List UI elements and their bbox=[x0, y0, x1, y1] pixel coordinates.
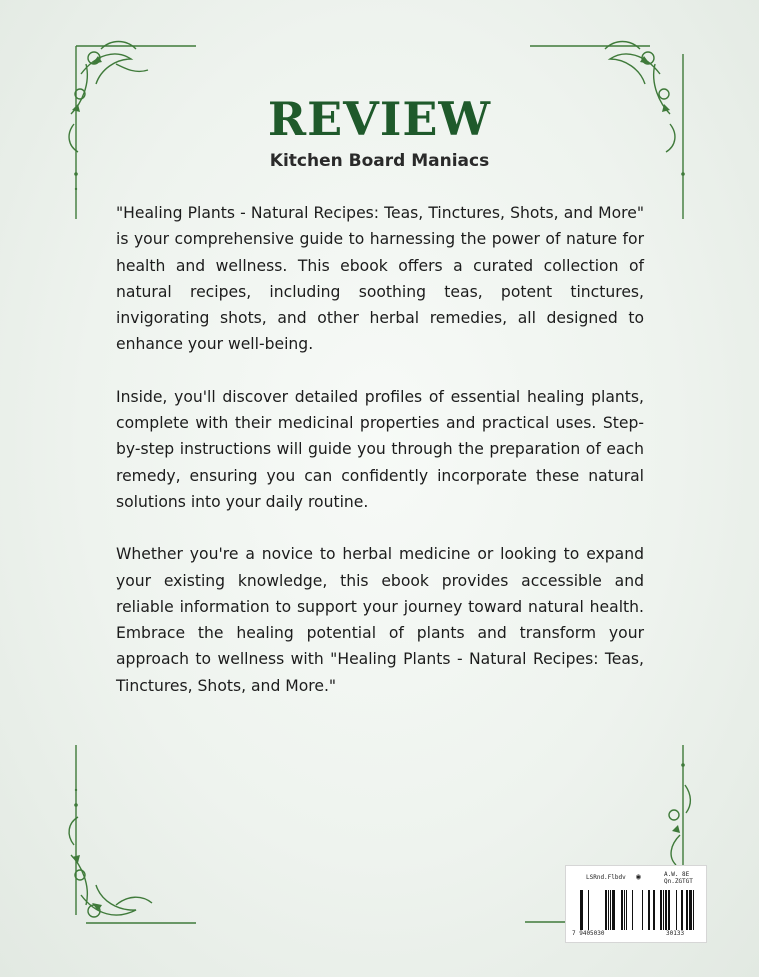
ornament-bottom-left bbox=[56, 745, 216, 935]
barcode-bar bbox=[686, 890, 688, 930]
barcode-price-label-2: Qn.ZGTGT bbox=[664, 878, 693, 885]
barcode-bar bbox=[676, 890, 677, 930]
barcode-bar bbox=[580, 890, 583, 930]
barcode-bar bbox=[689, 890, 692, 930]
barcode-bar bbox=[610, 890, 611, 930]
barcode-bar bbox=[588, 890, 589, 930]
barcode-bar bbox=[642, 890, 643, 930]
paragraph-2: Inside, you'll discover detailed profiles of essential healing plants, complete with their medicinal properties and practical uses. Step-by-step instructions will guide you through the preparation of each remedy, ensuring you can confidently incorporate these natural solutions into your daily routine. bbox=[116, 387, 644, 511]
page-subtitle: Kitchen Board Maniacs bbox=[269, 151, 490, 171]
barcode-bar bbox=[663, 890, 664, 930]
barcode-bar bbox=[626, 890, 627, 930]
ornament-bottom-line bbox=[525, 918, 565, 926]
barcode-digits-right: 30133 bbox=[666, 930, 685, 937]
barcode-bar bbox=[648, 890, 650, 930]
review-body bbox=[116, 200, 644, 725]
barcode-bar bbox=[621, 890, 623, 930]
barcode-bar bbox=[632, 890, 633, 930]
barcode-bar bbox=[612, 890, 615, 930]
barcode-price-label: A.W. 8E bbox=[664, 871, 690, 878]
paragraph-3: Whether you're a novice to herbal medicine or looking to expand your existing knowledge, this ebook provides accessible and reliable information to support your journey toward natural health. Embrace the healing potential of plants and transform your approach to wellness with "Healing Plants - Natural Recipes: Teas, Tinctures, Shots, and More." bbox=[116, 545, 644, 695]
barcode-bar bbox=[653, 890, 655, 930]
barcode-bar bbox=[668, 890, 670, 930]
barcode-bar bbox=[660, 890, 662, 930]
barcode-bar bbox=[605, 890, 607, 930]
barcode bbox=[565, 865, 707, 943]
ornament-bottom-right bbox=[640, 745, 700, 875]
barcode-badge-icon: ◉ bbox=[636, 872, 641, 881]
barcode-bar bbox=[665, 890, 667, 930]
barcode-bar bbox=[624, 890, 625, 930]
barcode-label: LSRnd.Flbdv bbox=[586, 874, 626, 881]
paragraph-1: "Healing Plants - Natural Recipes: Teas, Tinctures, Shots, and More" is your comprehensive guide to harnessing the power of nature for health and wellness. This ebook offers a curated collection of natural recipes, including soothing teas, potent tinctures, invigorating shots, and other herbal remedies, all designed to enhance your well-being. bbox=[116, 204, 644, 354]
barcode-digits-left: 7 9405030 bbox=[572, 930, 605, 937]
barcode-bar bbox=[693, 890, 694, 930]
page-title: REVIEW bbox=[267, 92, 492, 146]
barcode-bar bbox=[608, 890, 609, 930]
barcode-bar bbox=[681, 890, 683, 930]
